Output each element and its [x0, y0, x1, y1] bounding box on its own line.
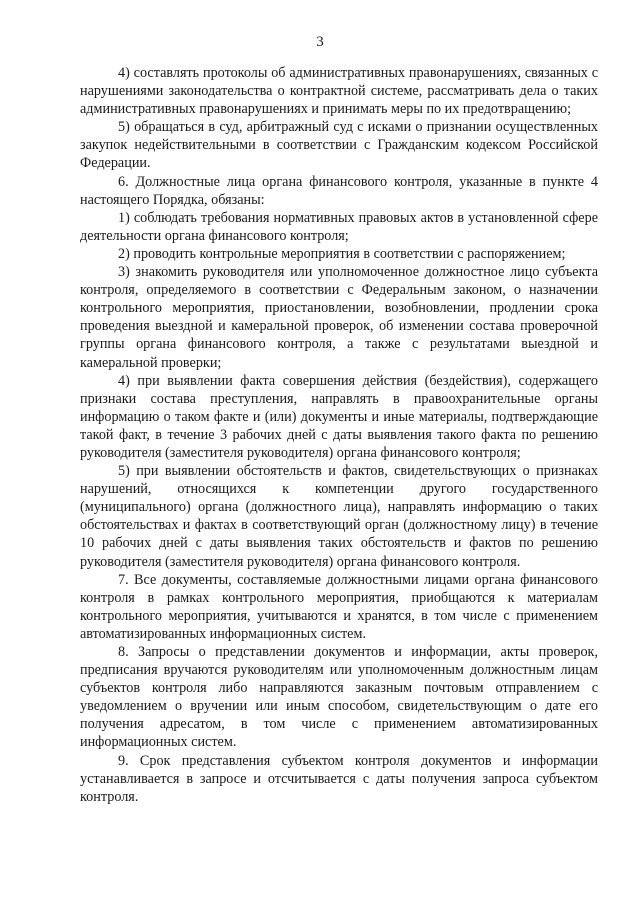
page-number: 3 [316, 34, 324, 50]
paragraph-duty-1: 1) соблюдать требования нормативных правовых актов в установленной сфере деятельности органа финансового контроля; [80, 209, 598, 244]
paragraph-duty-4: 4) при выявлении факта совершения действия (бездействия), содержащего признаки состава преступления, направлять в правоохранительные органы информацию о таком факте и (или) документы и иные материалы, подтверждающие такой факт, в течение 3 рабочих дней с даты выявления такого факта по решению руководителя (заместителя руководителя) органа финансового контроля; [80, 372, 598, 461]
document-body [80, 64, 598, 806]
paragraph-item-4-protocols: 4) составлять протоколы об административных правонарушениях, связанных с нарушениями законодательства о контрактной системе, рассматривать дела о таких административных правонарушениях и принимать меры по их предотвращению; [80, 65, 598, 118]
paragraph-section-7: 7. Все документы, составляемые должностными лицами органа финансового контроля в рамках контрольного мероприятия, приобщаются к материалам контрольного мероприятия, учитываются и хранятся, в том числе с применением автоматизированных информационных систем. [80, 571, 598, 642]
paragraph-duty-5: 5) при выявлении обстоятельств и фактов, свидетельствующих о признаках нарушений, относящихся к компетенции другого государственного (муниципального) органа (должностного лица), направлять информацию о таких обстоятельствах и фактах в соответствующий орган (должностному лицу) в течение 10 рабочих дней с даты выявления таких обстоятельств и фактов по решению руководителя (заместителя руководителя) органа финансового контроля. [80, 463, 598, 570]
paragraph-section-6: 6. Должностные лица органа финансового контроля, указанные в пункте 4 настоящего Порядка, обязаны: [80, 173, 598, 208]
paragraph-duty-3: 3) знакомить руководителя или уполномоченное должностное лицо субъекта контроля, определяемого в соответствии с Федеральным законом, о назначении контрольного мероприятия, приостановлении, возобновлении, продлении срока проведения выездной и камеральной проверок, об изменении состава проверочной группы органа финансового контроля, а также с результатами выездной и камеральной проверки; [80, 264, 598, 371]
paragraph-item-5-court: 5) обращаться в суд, арбитражный суд с исками о признании осуществленных закупок недействительными в соответствии с Гражданским кодексом Российской Федерации. [80, 119, 598, 172]
paragraph-duty-2: 2) проводить контрольные мероприятия в соответствии с распоряжением; [118, 245, 566, 262]
paragraph-section-8: 8. Запросы о представлении документов и информации, акты проверок, предписания вручаются руководителям или уполномоченным должностным лицам субъектов контроля либо направляются заказным почтовым отправлением с уведомлением о вручении или иным способом, свидетельствующим о дате его получения адресатом, в том числе с применением автоматизированных информационных систем. [80, 644, 598, 751]
paragraph-section-9: 9. Срок представления субъектом контроля документов и информации устанавливается в запросе и отсчитывается с даты получения запроса субъектом контроля. [80, 752, 598, 805]
